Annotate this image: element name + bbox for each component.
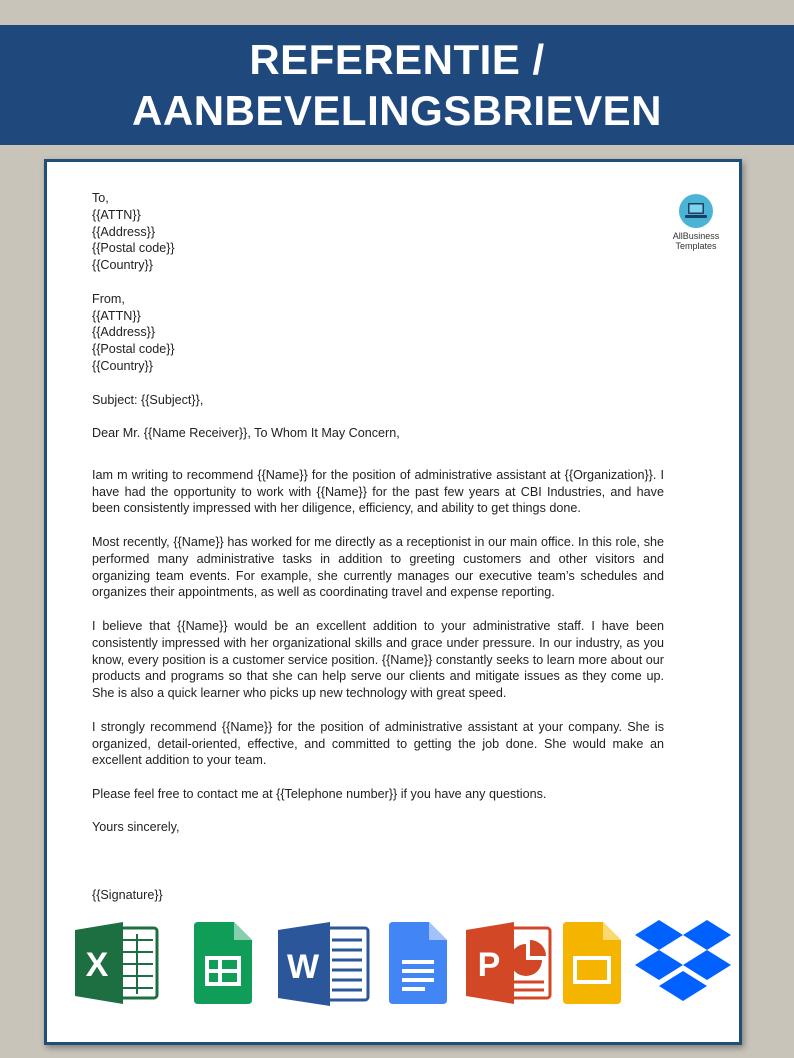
paragraph-4: I strongly recommend {{Name}} for the position of administrative assistant at your company. She is organized, detail-oriented, effective, and committed to getting the job done. She would make an excellent addition to your team. bbox=[92, 719, 664, 768]
logo-text-line-1: AllBusiness bbox=[672, 231, 720, 241]
paragraph-3: I believe that {{Name}} would be an excellent addition to your administrative staff. I have been consistently impressed with her organizational skills and grace under pressure. In our industry, as you know, every position is a customer service position. {{Name}} constantly seeks to learn more about our products and programs so that she can help serve our clients and mitigate issues as they come up. She is also a quick learner who picks up new technology with great speed. bbox=[92, 618, 664, 701]
banner-title-line-1: REFERENTIE / bbox=[249, 36, 545, 83]
powerpoint-icon[interactable] bbox=[466, 922, 552, 1009]
paragraph-1: Iam m writing to recommend {{Name}} for the position of administrative assistant at {{Organization}}. I have had the opportunity to work with {{Name}} for the past few years at CBI Industries, and have been consistently impressed with her diligence, efficiency, and ability to get things done. bbox=[92, 467, 664, 516]
laptop-icon bbox=[679, 194, 713, 228]
title-banner bbox=[0, 25, 794, 145]
word-icon[interactable] bbox=[278, 922, 370, 1011]
excel-icon[interactable] bbox=[75, 922, 159, 1009]
google-slides-icon[interactable] bbox=[563, 922, 621, 1009]
paragraph-5: Please feel free to contact me at {{Telephone number}} if you have any questions. bbox=[92, 786, 547, 801]
banner-title-line-2: AANBEVELINGSBRIEVEN bbox=[132, 87, 662, 134]
subject-line: Subject: {{Subject}}, bbox=[92, 392, 204, 407]
from-country: {{Country}} bbox=[92, 358, 153, 373]
to-address: {{Address}} bbox=[92, 224, 156, 239]
to-postal-code: {{Postal code}} bbox=[92, 241, 175, 256]
allbusiness-logo bbox=[667, 194, 725, 251]
to-line: To, bbox=[92, 191, 109, 205]
to-country: {{Country}} bbox=[92, 258, 153, 273]
signature: {{Signature}} bbox=[92, 887, 163, 902]
letter-page bbox=[44, 159, 742, 1045]
app-icons-row bbox=[47, 918, 739, 1010]
svg-text:W: W bbox=[286, 948, 320, 986]
closing: Yours sincerely, bbox=[92, 820, 180, 835]
from-line: From, bbox=[92, 291, 125, 306]
salutation: Dear Mr. {{Name Receiver}}, To Whom It May Concern, bbox=[92, 426, 400, 441]
from-postal-code: {{Postal code}} bbox=[92, 342, 175, 357]
svg-text:P: P bbox=[477, 946, 501, 984]
letter-body bbox=[92, 190, 664, 903]
from-address: {{Address}} bbox=[92, 325, 156, 340]
to-address-block bbox=[92, 190, 664, 274]
paragraph-2: Most recently, {{Name}} has worked for me directly as a receptionist in our main office. In this role, she performed many administrative tasks in addition to greeting customers and other visitors and organizing team events. For example, she currently manages our executive team’s schedules and organizes their appointments, as well as coordinating travel and expense reporting. bbox=[92, 534, 664, 600]
svg-text:X: X bbox=[85, 946, 109, 984]
google-docs-icon[interactable] bbox=[389, 922, 447, 1009]
google-sheets-icon[interactable] bbox=[194, 922, 252, 1009]
dropbox-icon[interactable] bbox=[635, 918, 731, 1013]
to-attn: {{ATTN}} bbox=[92, 207, 141, 222]
from-attn: {{ATTN}} bbox=[92, 308, 141, 323]
logo-text-line-2: Templates bbox=[675, 241, 717, 251]
from-address-block bbox=[92, 291, 664, 375]
